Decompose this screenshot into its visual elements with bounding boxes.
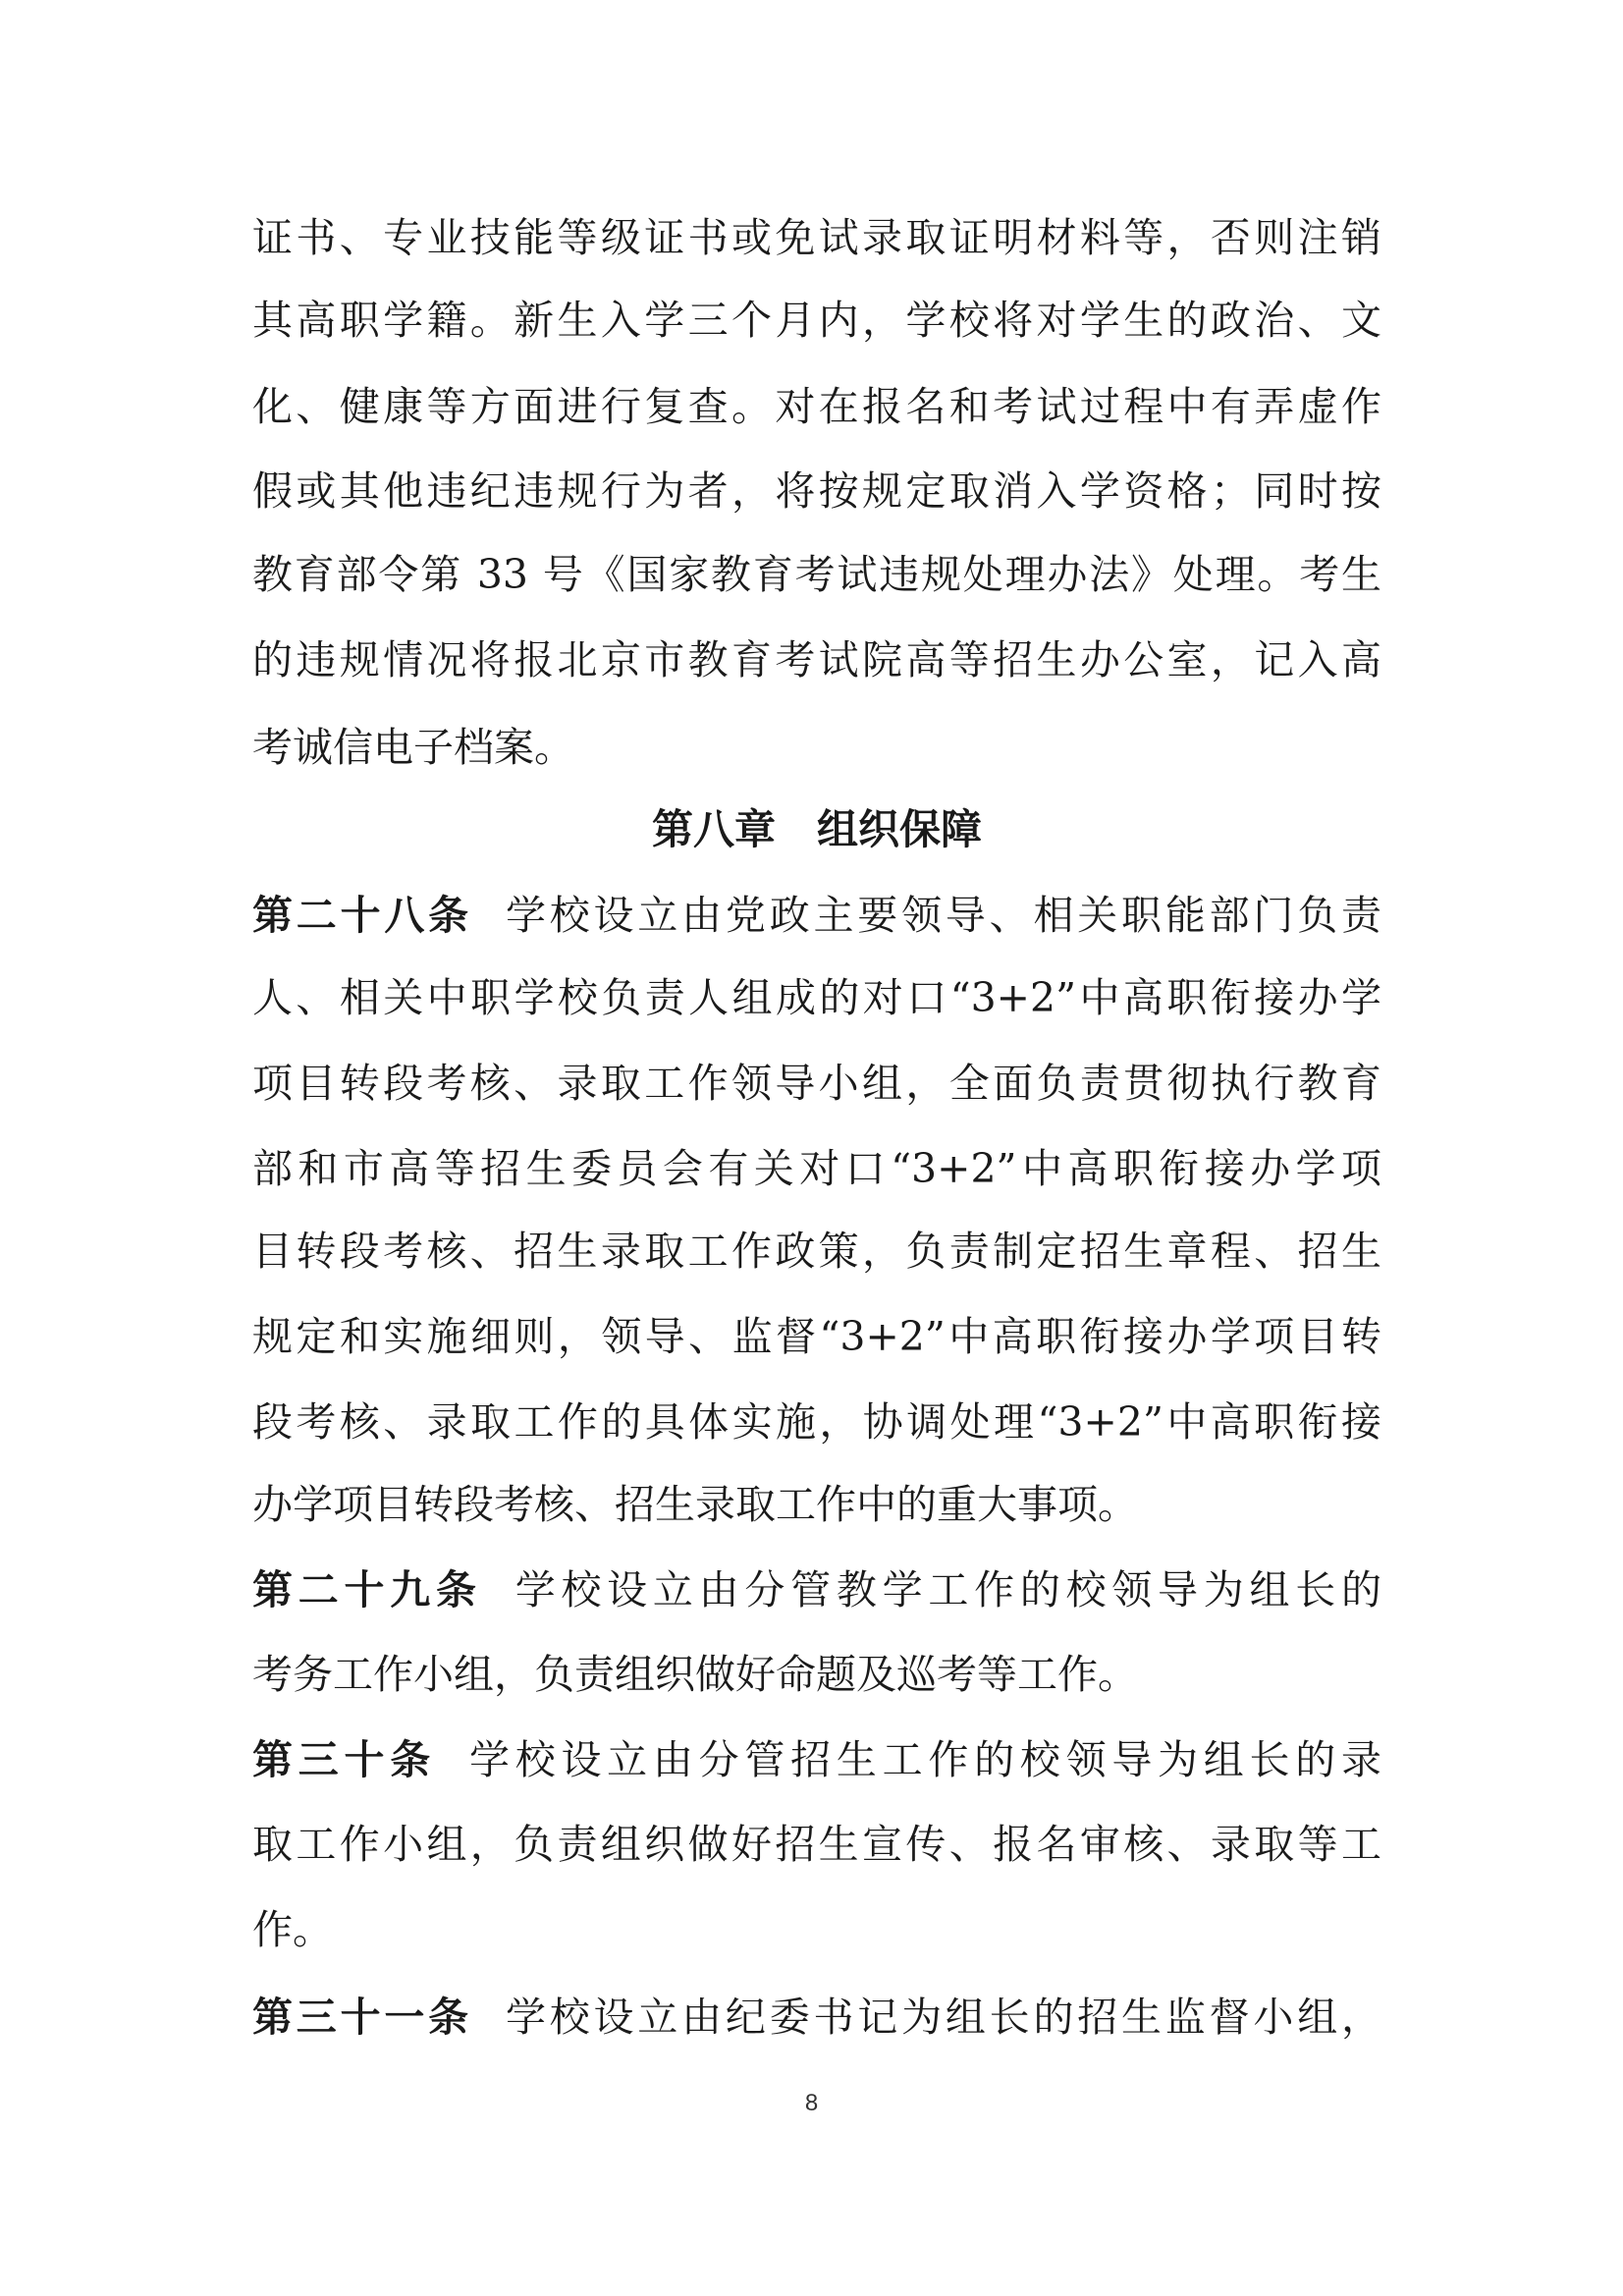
paragraph-line: 规定和实施细则，领导、监督“3+2”中高职衔接办学项目转 — [252, 1313, 1381, 1360]
paragraph-line: 人、相关中职学校负责人组成的对口“3+2”中高职衔接办学 — [252, 974, 1381, 1021]
page-number: 8 — [804, 2090, 819, 2116]
article-first-line — [252, 1988, 1381, 2047]
paragraph-line: 部和市高等招生委员会有关对口“3+2”中高职衔接办学项 — [252, 1145, 1381, 1192]
article-first-line — [252, 1560, 1381, 1619]
paragraph-line: 化、健康等方面进行复查。对在报名和考试过程中有弄虚作 — [252, 383, 1381, 430]
article-first-line — [252, 886, 1381, 945]
paragraph-line: 证书、专业技能等级证书或免试录取证明材料等，否则注销 — [252, 214, 1381, 261]
article-label: 第三十一条 — [252, 1994, 472, 2041]
paragraph-line: 取工作小组，负责组织做好招生宣传、报名审核、录取等工 — [252, 1821, 1381, 1868]
paragraph-line: 教育部令第 33 号《国家教育考试违规处理办法》处理。考生 — [252, 551, 1381, 598]
paragraph-line: 段考核、录取工作的具体实施，协调处理“3+2”中高职衔接 — [252, 1398, 1381, 1446]
paragraph-line: 的违规情况将报北京市教育考试院高等招生办公室，记入高 — [252, 636, 1381, 683]
paragraph-line: 项目转段考核、录取工作领导小组，全面负责贯彻执行教育 — [252, 1060, 1381, 1107]
article-text: 学校设立由分管招生工作的校领导为组长的录 — [468, 1736, 1381, 1783]
article-text: 学校设立由分管教学工作的校领导为组长的 — [514, 1566, 1381, 1613]
paragraph-line: 考务工作小组，负责组织做好命题及巡考等工作。 — [252, 1651, 1138, 1698]
article-text: 学校设立由党政主要领导、相关职能部门负责 — [505, 892, 1381, 939]
paragraph-line: 假或其他违纪违规行为者，将按规定取消入学资格；同时按 — [252, 467, 1381, 515]
paragraph-line: 作。 — [252, 1906, 333, 1953]
article-label: 第二十九条 — [252, 1566, 482, 1613]
paragraph-line: 其高职学籍。新生入学三个月内，学校将对学生的政治、文 — [252, 297, 1381, 344]
paragraph-line: 考诚信电子档案。 — [252, 724, 574, 771]
article-text: 学校设立由纪委书记为组长的招生监督小组， — [505, 1994, 1381, 2041]
chapter-heading: 第八章 组织保障 — [651, 805, 982, 853]
article-label: 第三十条 — [252, 1736, 436, 1783]
article-label: 第二十八条 — [252, 892, 472, 939]
paragraph-line: 办学项目转段考核、招生录取工作中的重大事项。 — [252, 1481, 1138, 1528]
article-first-line — [252, 1730, 1381, 1789]
paragraph-line: 目转段考核、招生录取工作政策，负责制定招生章程、招生 — [252, 1228, 1381, 1275]
